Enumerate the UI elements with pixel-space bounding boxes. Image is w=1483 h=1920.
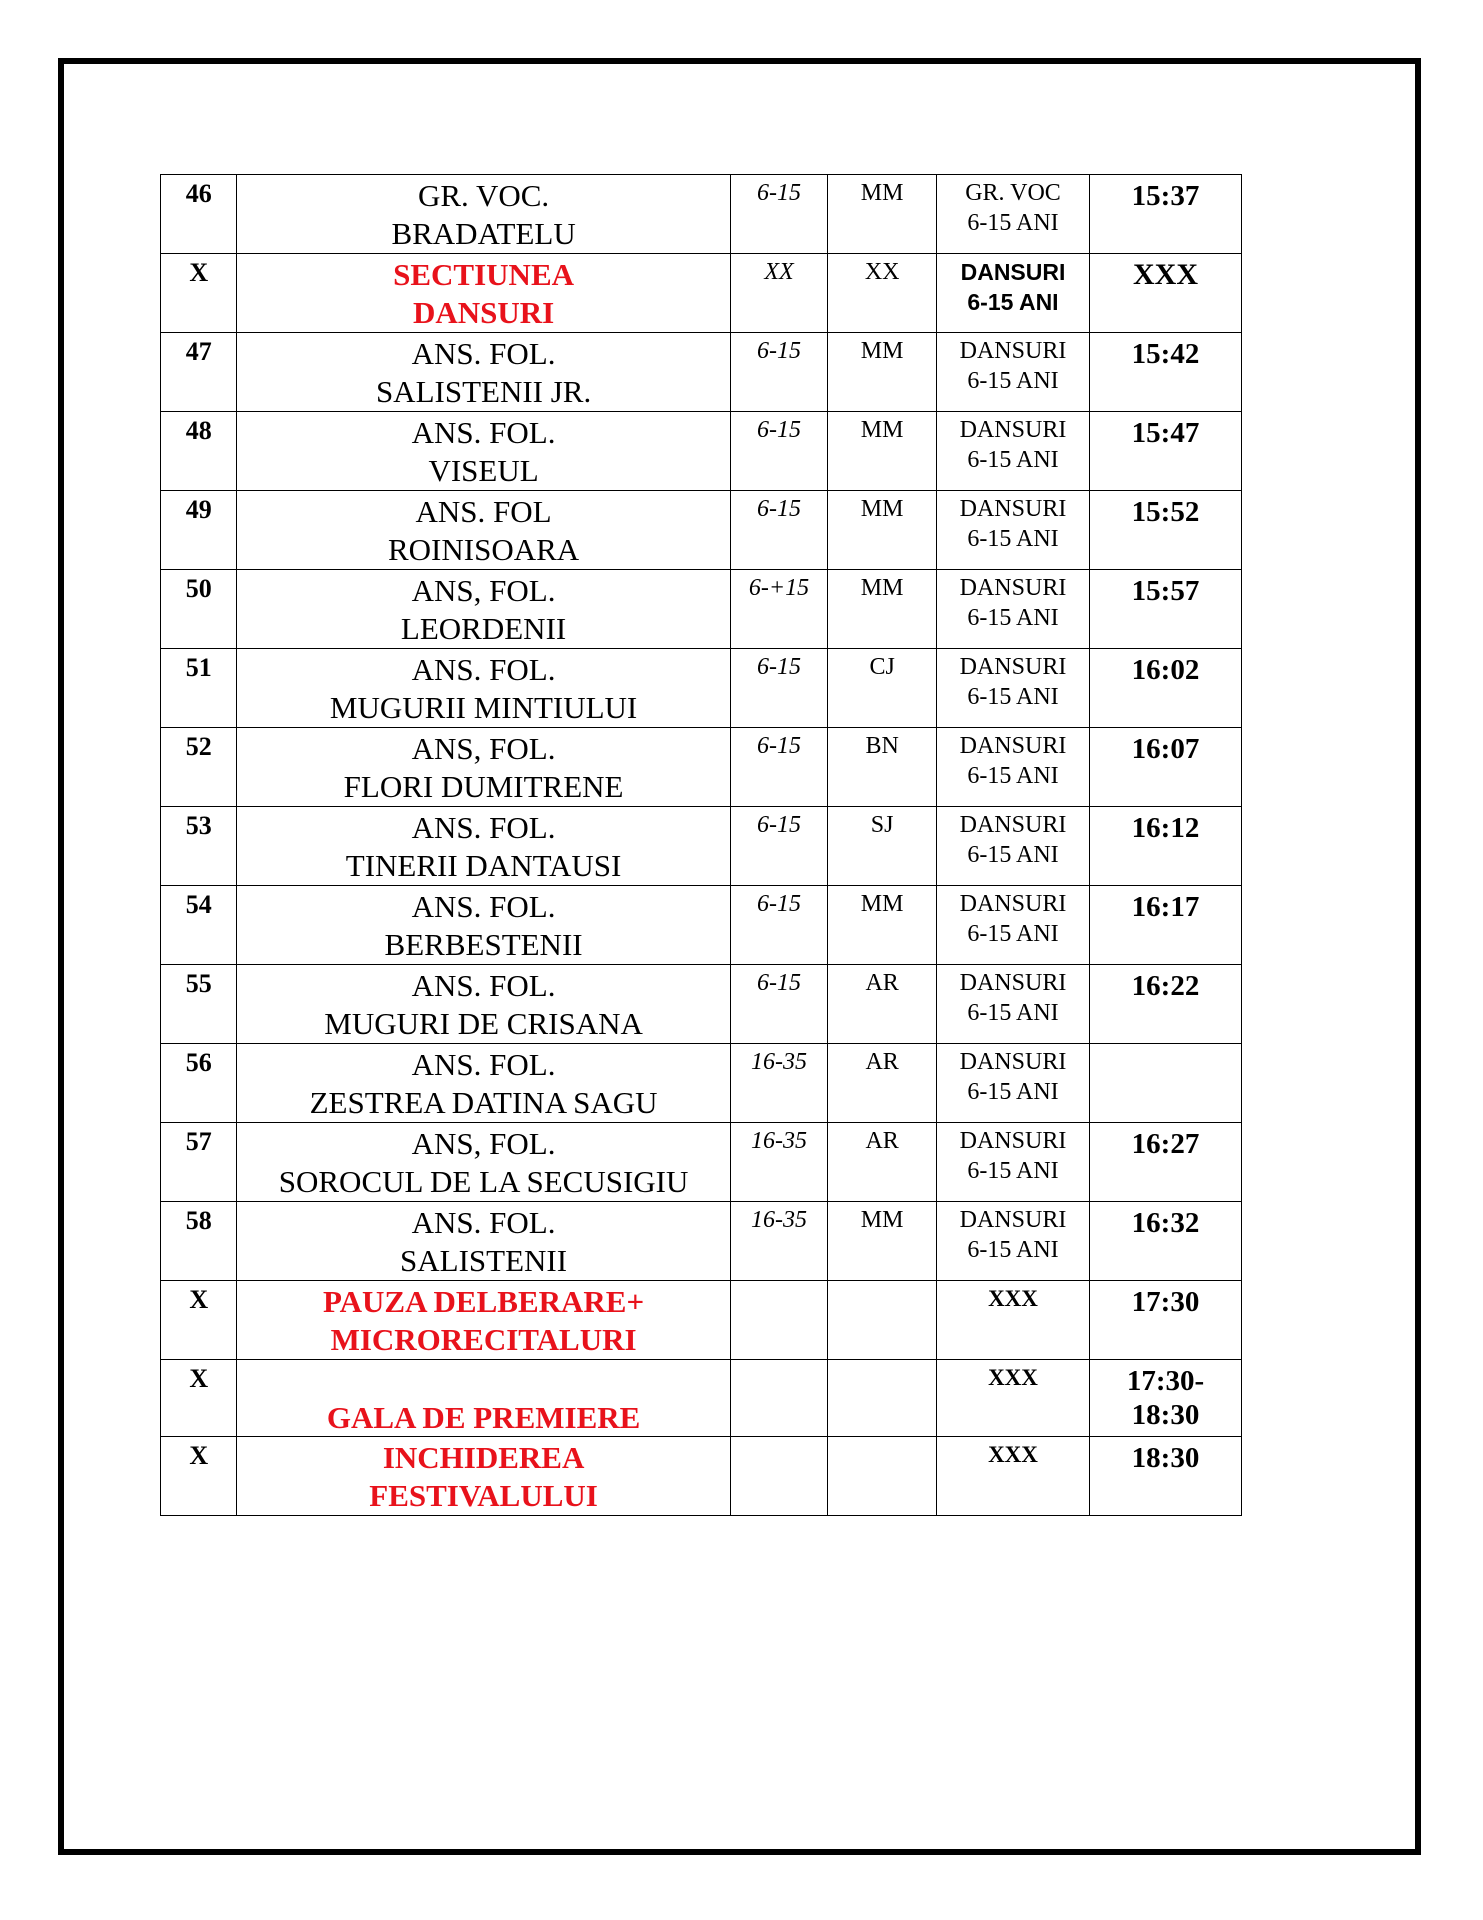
category-line-2: 6-15 ANI (967, 1158, 1059, 1184)
cell-category (937, 1044, 1090, 1123)
cell-time (1089, 649, 1241, 728)
name-line-1: GR. VOC. (417, 178, 550, 213)
cell-category (937, 965, 1090, 1044)
cell-name (237, 728, 730, 807)
category-line-1: DANSURI (959, 891, 1067, 917)
scheduled-time: 16:32 (1131, 1207, 1200, 1239)
row-number: 58 (185, 1206, 212, 1235)
cell-time (1089, 491, 1241, 570)
category-line-1: DANSURI (959, 654, 1067, 680)
category-line-2: 6-15 ANI (967, 289, 1059, 315)
cell-county (828, 886, 937, 965)
age-group: 6-15 (756, 970, 801, 996)
category-line-1: DANSURI (960, 259, 1066, 285)
cell-category (937, 175, 1090, 254)
scheduled-time: 16:27 (1131, 1128, 1200, 1160)
name-line-2: MUGURII MINTIULUI (329, 690, 638, 725)
name-line-1: PAUZA DELBERARE+ (323, 1284, 645, 1319)
county-code: BN (865, 733, 899, 759)
name-line-1: ANS. FOL. (411, 810, 556, 845)
name-line-2: SALISTENII (400, 1243, 568, 1278)
category-line-1: DANSURI (959, 575, 1067, 601)
cell-age (730, 412, 828, 491)
cell-number (161, 412, 237, 491)
cell-time (1089, 1437, 1241, 1516)
cell-county (828, 412, 937, 491)
cell-age (730, 333, 828, 412)
cell-age (730, 886, 828, 965)
age-group: 6-15 (756, 496, 801, 522)
name-line-1: ANS. FOL. (411, 336, 556, 371)
category-line-2: 6-15 ANI (967, 1079, 1059, 1105)
scheduled-time: 18:30 (1131, 1442, 1200, 1474)
cell-county (828, 333, 937, 412)
cell-name (237, 412, 730, 491)
age-group: 16-35 (750, 1049, 807, 1075)
table-row (161, 254, 1242, 333)
cell-category (937, 412, 1090, 491)
table-row (161, 412, 1242, 491)
name-line-1: ANS. FOL. (411, 1205, 556, 1240)
county-code (828, 1360, 936, 1363)
cell-time (1089, 1281, 1241, 1360)
cell-age (730, 1360, 828, 1437)
age-group: 6-+15 (748, 575, 810, 601)
cell-county (828, 1437, 937, 1516)
name-line-2: DANSURI (412, 295, 555, 330)
cell-county (828, 1044, 937, 1123)
cell-number (161, 1123, 237, 1202)
cell-age (730, 807, 828, 886)
category-line-2: 6-15 ANI (967, 684, 1059, 710)
table-row (161, 807, 1242, 886)
cell-time (1089, 254, 1241, 333)
cell-county (828, 570, 937, 649)
scheduled-time: 17:30 (1131, 1286, 1200, 1318)
county-code: MM (860, 575, 904, 601)
table-row (161, 1437, 1242, 1516)
scheduled-time: 15:57 (1131, 575, 1200, 607)
cell-county (828, 175, 937, 254)
category-line-2: 6-15 ANI (967, 1237, 1059, 1263)
category-line-1: DANSURI (959, 496, 1067, 522)
cell-number (161, 570, 237, 649)
category-line-1: DANSURI (959, 338, 1067, 364)
cell-age (730, 175, 828, 254)
table-row (161, 886, 1242, 965)
row-number: 57 (185, 1127, 212, 1156)
age-group: 6-15 (756, 812, 801, 838)
age-group: 16-35 (750, 1207, 807, 1233)
table-row (161, 728, 1242, 807)
scheduled-time: 16:17 (1131, 891, 1200, 923)
cell-number (161, 491, 237, 570)
name-line-1: ANS. FOL (415, 494, 552, 529)
age-group (731, 1437, 828, 1440)
name-line-2: ZESTREA DATINA SAGU (309, 1085, 658, 1120)
scheduled-time: 16:07 (1131, 733, 1200, 765)
cell-category (937, 333, 1090, 412)
name-line-2: LEORDENII (400, 611, 567, 646)
cell-number (161, 649, 237, 728)
cell-name (237, 254, 730, 333)
scheduled-time: 15:37 (1131, 180, 1200, 212)
county-code: AR (865, 1128, 899, 1154)
cell-number (161, 1281, 237, 1360)
cell-age (730, 254, 828, 333)
cell-number (161, 254, 237, 333)
name-line-2: FESTIVALULUI (369, 1478, 598, 1513)
cell-name (237, 570, 730, 649)
cell-time (1089, 570, 1241, 649)
category-line-2: 6-15 ANI (967, 605, 1059, 631)
category-line-1: GR. VOC (965, 180, 1061, 206)
table-row (161, 649, 1242, 728)
scheduled-time: 16:02 (1131, 654, 1200, 686)
name-line-1: ANS. FOL. (411, 415, 556, 450)
name-line-2: VISEUL (428, 453, 539, 488)
name-line-1: ANS. FOL. (411, 652, 556, 687)
cell-county (828, 491, 937, 570)
table-row (161, 1123, 1242, 1202)
county-code (828, 1281, 936, 1284)
cell-age (730, 570, 828, 649)
county-code: MM (860, 496, 904, 522)
cell-county (828, 728, 937, 807)
cell-age (730, 649, 828, 728)
county-code: MM (860, 1207, 904, 1233)
table-row (161, 1044, 1242, 1123)
county-code (828, 1437, 936, 1440)
cell-name (237, 649, 730, 728)
cell-county (828, 254, 937, 333)
county-code: AR (865, 970, 899, 996)
table-row (161, 570, 1242, 649)
table-row (161, 333, 1242, 412)
cell-county (828, 1360, 937, 1437)
row-number: X (189, 1441, 209, 1470)
category-line-1: DANSURI (959, 1128, 1067, 1154)
category-line-1: DANSURI (959, 1049, 1067, 1075)
cell-number (161, 333, 237, 412)
row-number: 56 (185, 1048, 212, 1077)
cell-age (730, 1044, 828, 1123)
cell-age (730, 965, 828, 1044)
row-number: X (189, 1364, 209, 1393)
cell-name (237, 1437, 730, 1516)
cell-name (237, 807, 730, 886)
cell-county (828, 649, 937, 728)
row-number: 47 (185, 337, 212, 366)
table-row (161, 965, 1242, 1044)
age-group: 6-15 (756, 891, 801, 917)
cell-category (937, 1437, 1090, 1516)
cell-age (730, 1202, 828, 1281)
row-number: 51 (185, 653, 212, 682)
category-line-2: 6-15 ANI (967, 763, 1059, 789)
cell-county (828, 807, 937, 886)
cell-age (730, 1123, 828, 1202)
name-line-2: GALA DE PREMIERE (326, 1400, 641, 1435)
cell-time (1089, 965, 1241, 1044)
category-line-2: 6-15 ANI (967, 1000, 1059, 1026)
category-line-1: DANSURI (959, 417, 1067, 443)
scheduled-time: 15:47 (1131, 417, 1200, 449)
cell-category (937, 254, 1090, 333)
cell-time (1089, 412, 1241, 491)
cell-name (237, 333, 730, 412)
cell-category (937, 807, 1090, 886)
cell-category (937, 1123, 1090, 1202)
name-line-1: ANS. FOL. (411, 889, 556, 924)
name-line-1: SECTIUNEA (393, 257, 575, 292)
row-number: 54 (185, 890, 212, 919)
cell-name (237, 965, 730, 1044)
cell-category (937, 1202, 1090, 1281)
name-line-1: ANS, FOL. (411, 1126, 556, 1161)
cell-number (161, 886, 237, 965)
age-group: XX (764, 259, 794, 285)
category-line-1: DANSURI (959, 733, 1067, 759)
row-number: 46 (185, 179, 212, 208)
county-code: SJ (870, 812, 894, 838)
cell-name (237, 1044, 730, 1123)
category-line-2: 6-15 ANI (967, 368, 1059, 394)
category-line-2: 6-15 ANI (967, 921, 1059, 947)
scheduled-time (1090, 1044, 1241, 1048)
category-line-1: XXX (988, 1365, 1038, 1390)
cell-name (237, 1123, 730, 1202)
age-group: 6-15 (756, 654, 801, 680)
row-number: 49 (185, 495, 212, 524)
cell-number (161, 728, 237, 807)
cell-county (828, 1281, 937, 1360)
cell-name (237, 1360, 730, 1437)
county-code: XX (864, 259, 900, 285)
category-line-1: XXX (988, 1286, 1038, 1311)
category-line-2: 6-15 ANI (967, 210, 1059, 236)
category-line-1: DANSURI (959, 812, 1067, 838)
cell-age (730, 728, 828, 807)
cell-county (828, 1202, 937, 1281)
age-group: 6-15 (756, 338, 801, 364)
cell-county (828, 1123, 937, 1202)
name-line-1: INCHIDEREA (382, 1440, 585, 1475)
cell-category (937, 491, 1090, 570)
cell-age (730, 1281, 828, 1360)
table-row (161, 175, 1242, 254)
row-number: 48 (185, 416, 212, 445)
cell-time (1089, 1123, 1241, 1202)
scheduled-time-end: 18:30 (1131, 1399, 1200, 1431)
cell-category (937, 570, 1090, 649)
cell-time (1089, 333, 1241, 412)
name-line-2: MICRORECITALURI (330, 1322, 637, 1357)
cell-name (237, 886, 730, 965)
cell-age (730, 491, 828, 570)
row-number: 53 (185, 811, 212, 840)
cell-number (161, 1044, 237, 1123)
category-line-1: XXX (988, 1442, 1038, 1467)
table-row (161, 1202, 1242, 1281)
row-number: X (189, 258, 209, 287)
cell-number (161, 807, 237, 886)
cell-category (937, 649, 1090, 728)
category-line-1: DANSURI (959, 1207, 1067, 1233)
cell-time (1089, 728, 1241, 807)
cell-number (161, 175, 237, 254)
category-line-2: 6-15 ANI (967, 842, 1059, 868)
name-line-2: ROINISOARA (387, 532, 580, 567)
category-line-2: 6-15 ANI (967, 447, 1059, 473)
scheduled-time: 16:22 (1131, 970, 1200, 1002)
county-code: CJ (869, 654, 895, 680)
county-code: AR (865, 1049, 899, 1075)
table-row (161, 1281, 1242, 1360)
cell-county (828, 965, 937, 1044)
cell-time (1089, 175, 1241, 254)
cell-number (161, 1437, 237, 1516)
scheduled-time: 15:52 (1131, 496, 1200, 528)
cell-name (237, 1281, 730, 1360)
name-line-2: SALISTENII JR. (375, 374, 592, 409)
age-group: 6-15 (756, 417, 801, 443)
cell-name (237, 1202, 730, 1281)
name-line-1: ANS, FOL. (411, 731, 556, 766)
cell-category (937, 886, 1090, 965)
cell-number (161, 1202, 237, 1281)
name-line-1: ANS. FOL. (411, 1047, 556, 1082)
row-number: 50 (185, 574, 212, 603)
name-line-2: BERBESTENII (384, 927, 583, 962)
cell-category (937, 1360, 1090, 1437)
name-line-2: MUGURI DE CRISANA (324, 1006, 643, 1041)
name-line-2: TINERII DANTAUSI (345, 848, 622, 883)
name-line-1: ANS. FOL. (411, 968, 556, 1003)
cell-time (1089, 886, 1241, 965)
age-group (731, 1360, 828, 1363)
county-code: MM (860, 417, 904, 443)
cell-number (161, 1360, 237, 1437)
program-table (160, 174, 1242, 1516)
row-number: 52 (185, 732, 212, 761)
age-group (731, 1281, 828, 1284)
cell-name (237, 175, 730, 254)
name-line-1: ANS, FOL. (411, 573, 556, 608)
cell-time (1089, 1202, 1241, 1281)
cell-time (1089, 807, 1241, 886)
age-group: 16-35 (750, 1128, 807, 1154)
cell-name (237, 491, 730, 570)
county-code: MM (860, 180, 904, 206)
scheduled-time: 16:12 (1131, 812, 1200, 844)
name-line-2: BRADATELU (391, 216, 576, 251)
category-line-1: DANSURI (959, 970, 1067, 996)
category-line-2: 6-15 ANI (967, 526, 1059, 552)
name-line-2: SOROCUL DE LA SECUSIGIU (278, 1164, 689, 1199)
cell-time (1089, 1360, 1241, 1437)
cell-time (1089, 1044, 1241, 1123)
row-number: 55 (185, 969, 212, 998)
age-group: 6-15 (756, 733, 801, 759)
row-number: X (189, 1285, 209, 1314)
county-code: MM (860, 338, 904, 364)
scheduled-time: 15:42 (1131, 338, 1200, 370)
age-group: 6-15 (756, 180, 801, 206)
cell-category (937, 1281, 1090, 1360)
scheduled-time-start: 17:30- (1126, 1365, 1205, 1397)
cell-number (161, 965, 237, 1044)
table-row (161, 1360, 1242, 1437)
scheduled-time: XXX (1132, 258, 1198, 291)
name-line-2: FLORI DUMITRENE (343, 769, 624, 804)
cell-category (937, 728, 1090, 807)
county-code: MM (860, 891, 904, 917)
table-row (161, 491, 1242, 570)
cell-age (730, 1437, 828, 1516)
